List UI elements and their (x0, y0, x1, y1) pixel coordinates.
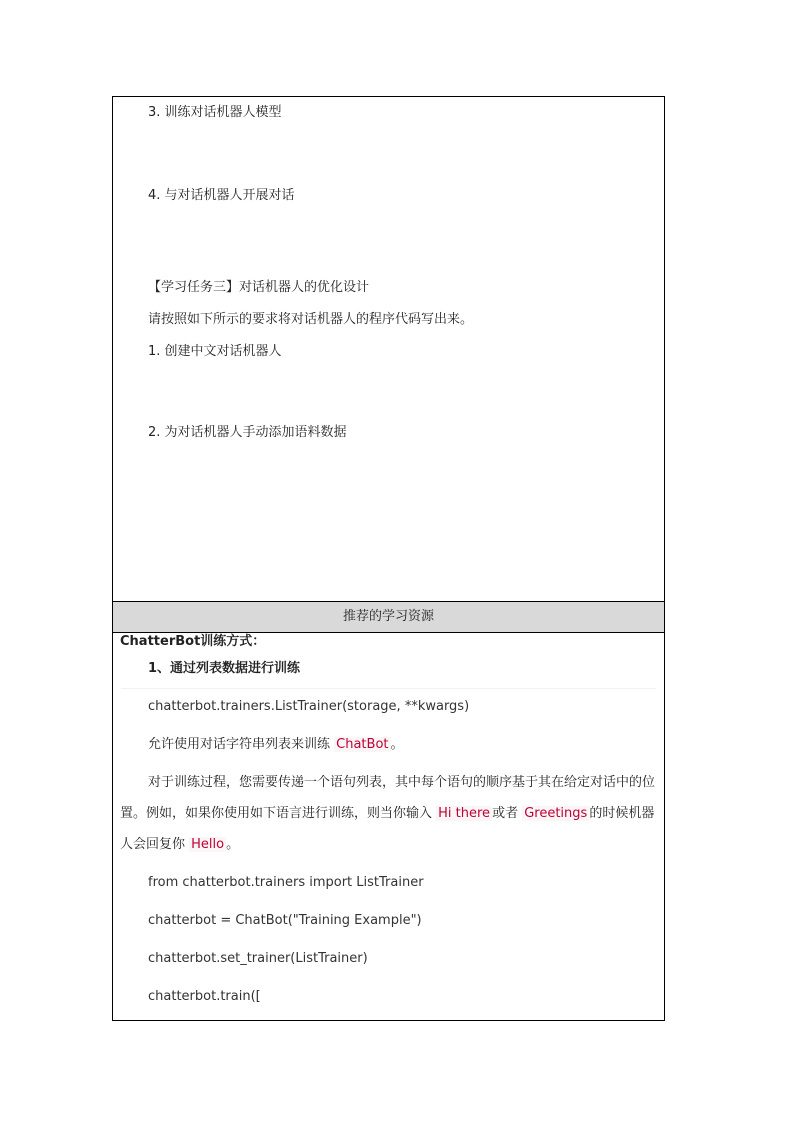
method1-title: 1、通过列表数据进行训练 (148, 661, 301, 676)
resources-header: 推荐的学习资源 (113, 601, 664, 633)
desc2-text-1: 对于训练过程，您需要传递一个语句列表，其中每个语句的顺序基于其在给定对话中的位置。例如，如果你使用如下语言进行训练，则当你输入 (120, 775, 656, 821)
desc2-text-4: 。 (226, 837, 240, 852)
code-line: chatterbot = ChatBot("Training Example") (148, 913, 422, 928)
worksheet-table (112, 96, 665, 1021)
desc2-text-2: 或者 (492, 806, 523, 821)
section-title: ChatterBot训练方式： (120, 634, 266, 649)
resources-cell (113, 633, 664, 1020)
code-line: from chatterbot.trainers import ListTrainer (148, 875, 424, 890)
inline-code-hi-there: Hi there (438, 806, 491, 821)
desc1-text: 允许使用对话字符串列表来训练 (148, 737, 335, 752)
code-line: chatterbot.train([ (148, 989, 261, 1004)
inline-code-greetings: Greetings (524, 806, 588, 821)
desc2-text-3: 的时候机器人会回复你 (120, 806, 655, 852)
task-cell (113, 97, 664, 601)
description-1 (148, 736, 404, 754)
inline-code-hello: Hello (191, 837, 225, 852)
step-1: 1. 创建中文对话机器人 (148, 344, 282, 359)
desc1-suffix: 。 (390, 737, 404, 752)
task3-title: 【学习任务三】对话机器人的优化设计 (148, 280, 370, 295)
divider (121, 688, 656, 689)
step-4: 4. 与对话机器人开展对话 (148, 188, 295, 203)
step-3: 3. 训练对话机器人模型 (148, 105, 282, 120)
inline-code-chatbot: ChatBot (336, 737, 389, 752)
code-line: chatterbot.set_trainer(ListTrainer) (148, 951, 368, 966)
description-2 (120, 767, 660, 860)
step-2: 2. 为对话机器人手动添加语料数据 (148, 425, 347, 440)
api-signature: chatterbot.trainers.ListTrainer(storage, **kwargs) (148, 699, 470, 714)
task3-instruction: 请按照如下所示的要求将对话机器人的程序代码写出来。 (148, 312, 474, 327)
